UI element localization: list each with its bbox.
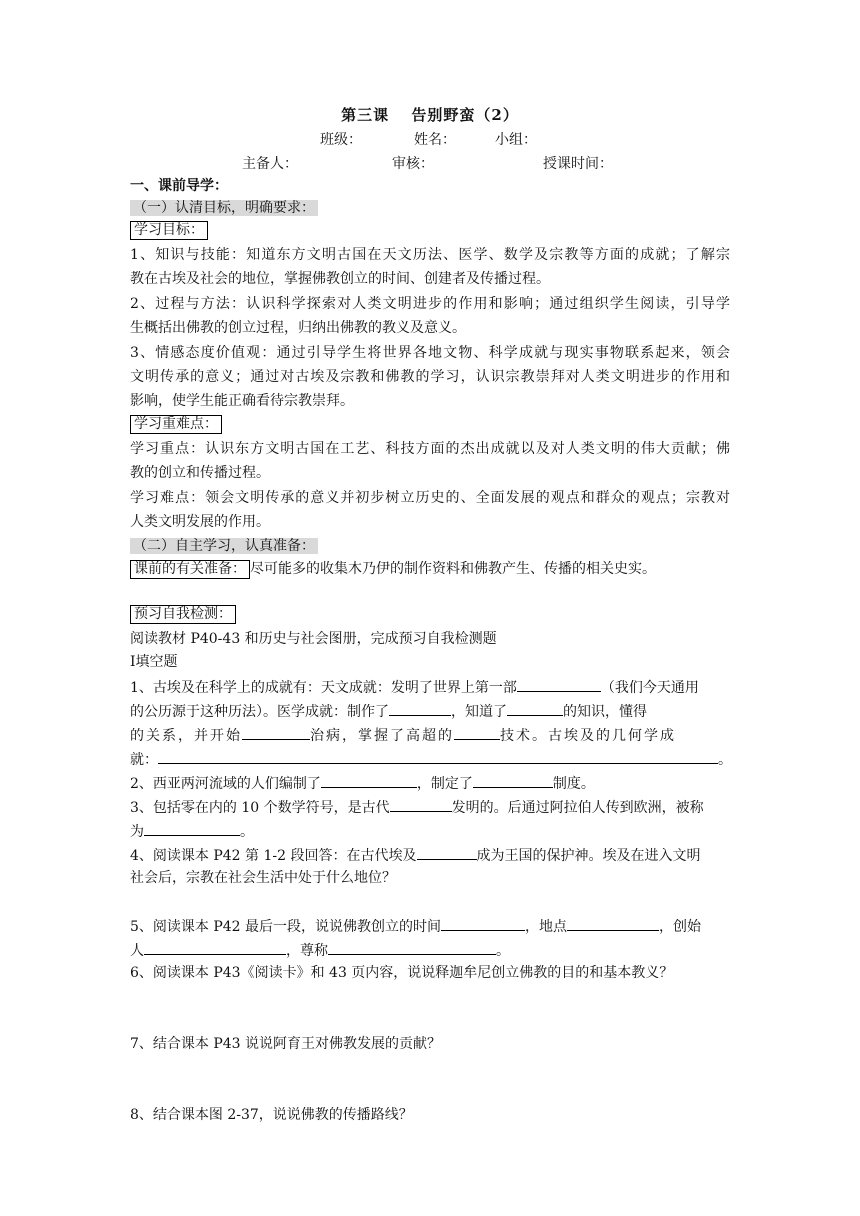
reviewer-label: 审核： bbox=[392, 156, 434, 172]
q1-blank-knowledge[interactable] bbox=[507, 701, 563, 716]
key-point-line-a: 学习重点：认识东方文明古国在工艺、科技方面的杰出成就以及对人类文明的伟大贡献；佛 bbox=[130, 441, 730, 457]
q1-line-c: 的关系，并开始 治病，掌握了高超的 技术。古埃及的几何学成 bbox=[130, 725, 676, 745]
time-label: 授课时间： bbox=[543, 156, 613, 172]
q5-blank-place[interactable] bbox=[567, 916, 659, 931]
q2-blank-system[interactable] bbox=[473, 773, 553, 788]
keypoints-label: 学习重难点： bbox=[130, 415, 222, 434]
goal-1-line-b: 教在古埃及社会的地位，掌握佛教创立的时间、创建者及传播过程。 bbox=[130, 271, 550, 287]
q4-line-a: 4、阅读课本 P42 第 1-2 段回答：在古代埃及 成为王国的保护神。埃及在进入文明 bbox=[130, 845, 701, 865]
q1-line-d: 就： 。 bbox=[130, 749, 732, 769]
subsection-heading-1: （一）认清目标，明确要求： bbox=[130, 200, 318, 216]
q1-line-a: 1、古埃及在科学上的成就有：天文成就：发明了世界上第一部 （我们今天通用 bbox=[130, 677, 699, 697]
page-title: 第三课 告别野蛮（2） bbox=[341, 106, 519, 124]
goal-2-line-a: 2、过程与方法：认识科学探索对人类文明进步的作用和影响；通过组织学生阅读，引导学 bbox=[130, 296, 730, 312]
difficulty-line-a: 学习难点：领会文明传承的意义并初步树立历史的、全面发展的观点和群众的观点；宗教对 bbox=[130, 490, 730, 506]
class-label: 班级： bbox=[320, 132, 362, 148]
q4-line-b: 社会后，宗教在社会生活中处于什么地位？ bbox=[130, 870, 396, 886]
selftest-instruction: 阅读教材 P40-43 和历史与社会图册，完成预习自我检测题 bbox=[130, 631, 497, 647]
q1-line-b: 的公历源于这种历法）。医学成就：制作了 ，知道了 的知识，懂得 bbox=[130, 701, 647, 721]
goal-3-line-a: 3、情感态度价值观：通过引导学生将世界各地文物、科学成就与现实事物联系起来，领会 bbox=[130, 345, 730, 361]
q8-line: 8、结合课本图 2-37，说说佛教的传播路线？ bbox=[130, 1107, 413, 1123]
name-label: 姓名： bbox=[414, 132, 456, 148]
q6-line: 6、阅读课本 P43《阅读卡》和 43 页内容，说说释迦牟尼创立佛教的目的和基本教义？ bbox=[130, 965, 674, 981]
goal-2-line-b: 生概括出佛教的创立过程，归纳出佛教的教义及意义。 bbox=[130, 320, 466, 336]
q7-line: 7、结合课本 P43 说说阿育王对佛教发展的贡献？ bbox=[130, 1036, 442, 1052]
q5-blank-title[interactable] bbox=[328, 940, 496, 955]
goal-3-line-c: 影响，使学生能正确看待宗教崇拜。 bbox=[130, 393, 354, 409]
q3-line-a: 3、包括零在内的 10 个数学符号，是古代 发明的。后通过阿拉伯人传到欧洲，被称 bbox=[130, 797, 704, 817]
q2-blank-calendar[interactable] bbox=[321, 773, 417, 788]
q3-blank-name[interactable] bbox=[144, 821, 240, 836]
selftest-label: 预习自我检测： bbox=[130, 605, 236, 624]
prep-text: 尽可能多的收集木乃伊的制作资料和佛教产生、传播的相关史实。 bbox=[250, 561, 656, 577]
q5-blank-time[interactable] bbox=[441, 916, 525, 931]
q1-blank-technique[interactable] bbox=[454, 725, 500, 740]
q3-line-b: 为 。 bbox=[130, 821, 254, 841]
q4-blank-god[interactable] bbox=[417, 845, 477, 860]
q3-blank-inventor[interactable] bbox=[390, 797, 452, 812]
group-label: 小组： bbox=[495, 132, 537, 148]
difficulty-line-b: 人类文明发展的作用。 bbox=[130, 514, 270, 530]
q5-blank-founder[interactable] bbox=[144, 940, 286, 955]
preparer-label: 主备人： bbox=[242, 156, 298, 172]
q5-line-a: 5、阅读课本 P42 最后一段，说说佛教创立的时间 ，地点 ，创始 bbox=[130, 916, 701, 936]
q1-blank-geometry[interactable] bbox=[158, 749, 718, 764]
section-heading: 一、课前导学： bbox=[130, 178, 228, 194]
q1-blank-treatment[interactable] bbox=[242, 725, 310, 740]
q1-blank-mummy[interactable] bbox=[389, 701, 451, 716]
goal-1-line-a: 1、知识与技能：知道东方文明古国在天文历法、医学、数学及宗教等方面的成就；了解宗 bbox=[130, 247, 730, 263]
q2-line: 2、西亚两河流域的人们编制了 ，制定了 制度。 bbox=[130, 773, 595, 793]
goal-3-line-b: 文明传承的意义；通过对古埃及宗教和佛教的学习，认识宗教崇拜对人类文明进步的作用和 bbox=[130, 369, 730, 385]
subsection-heading-2: （二）自主学习，认真准备： bbox=[130, 538, 318, 554]
goals-label: 学习目标： bbox=[130, 221, 208, 240]
part-1-label: Ⅰ填空题 bbox=[130, 654, 178, 670]
q1-blank-calendar[interactable] bbox=[517, 677, 601, 692]
q5-line-b: 人 ，尊称 。 bbox=[130, 940, 510, 960]
key-point-line-b: 教的创立和传播过程。 bbox=[130, 465, 270, 481]
prep-label: 课前的有关准备： bbox=[130, 560, 250, 579]
